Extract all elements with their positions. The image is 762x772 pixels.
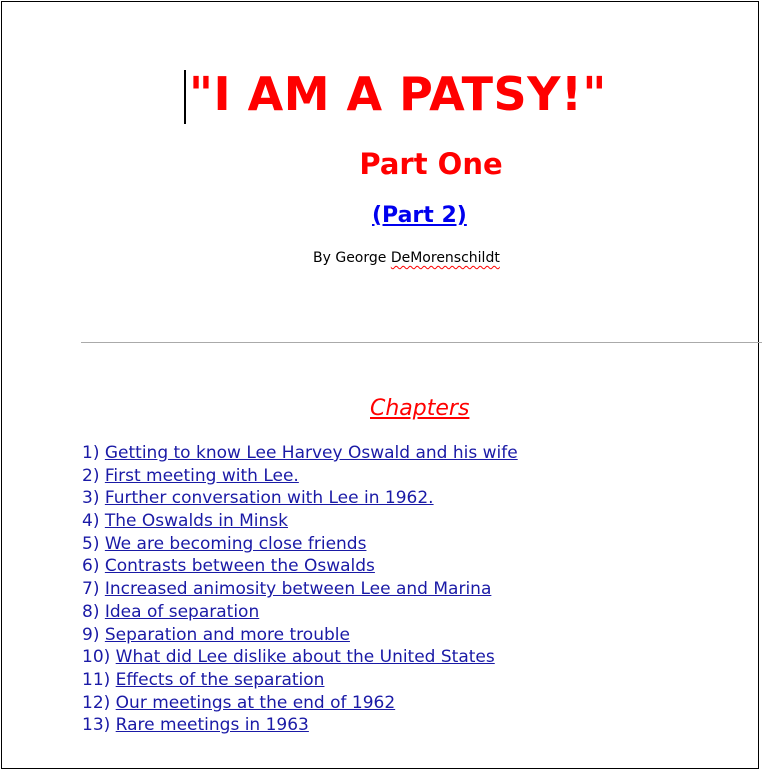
chapter-link[interactable]: Getting to know Lee Harvey Oswald and his wife [104,443,518,463]
chapter-number: 5) [82,533,100,554]
chapter-list [82,442,518,737]
chapter-item [82,533,518,556]
chapter-number: 2) [82,465,100,486]
chapter-number: 7) [82,579,100,600]
chapter-item [82,465,518,488]
byline [313,248,500,268]
horizontal-rule [81,342,762,343]
document-frame [1,1,759,769]
chapter-number: 4) [82,511,100,532]
chapter-link[interactable]: We are becoming close friends [104,533,367,554]
page-title: "I AM A PATSY!" [189,67,607,121]
chapter-link[interactable]: Contrasts between the Oswalds [104,556,375,577]
chapter-link[interactable]: Further conversation with Lee in 1962. [104,488,434,509]
chapter-item [82,624,518,647]
chapter-item [82,555,518,578]
chapter-item [82,510,518,533]
chapter-item [82,578,518,601]
chapter-item [82,692,518,715]
chapter-item [82,487,518,510]
chapter-link[interactable]: Effects of the separation [115,669,325,690]
chapter-number: 9) [82,624,100,645]
chapters-heading: Chapters [370,396,470,421]
chapter-link[interactable]: Idea of separation [104,601,260,622]
byline-prefix: By George [313,250,391,266]
chapter-item [82,714,518,737]
chapter-link[interactable]: Our meetings at the end of 1962 [115,692,396,713]
chapter-item [82,646,518,669]
chapter-link[interactable]: The Oswalds in Minsk [104,511,288,532]
chapter-link[interactable]: What did Lee dislike about the United States [115,647,495,668]
chapter-item [82,669,518,692]
chapter-link[interactable]: Separation and more trouble [104,624,350,645]
chapter-number: 13) [82,715,111,736]
chapter-number: 1) [82,443,100,463]
part-two-link[interactable]: (Part 2) [372,203,467,228]
chapter-link[interactable]: First meeting with Lee. [104,465,299,486]
chapter-number: 12) [82,692,111,713]
chapter-number: 11) [82,669,111,690]
text-cursor [184,70,186,124]
chapter-link[interactable]: Increased animosity between Lee and Marina [104,579,492,600]
chapter-number: 8) [82,601,100,622]
page-subtitle: Part One [359,147,503,181]
chapter-number: 6) [82,556,100,577]
chapter-number: 3) [82,488,100,509]
chapter-number: 10) [82,647,111,668]
chapter-item [82,601,518,624]
chapter-link[interactable]: Rare meetings in 1963 [115,715,309,736]
byline-author-name: DeMorenschildt [390,250,500,266]
chapter-item [82,442,518,465]
